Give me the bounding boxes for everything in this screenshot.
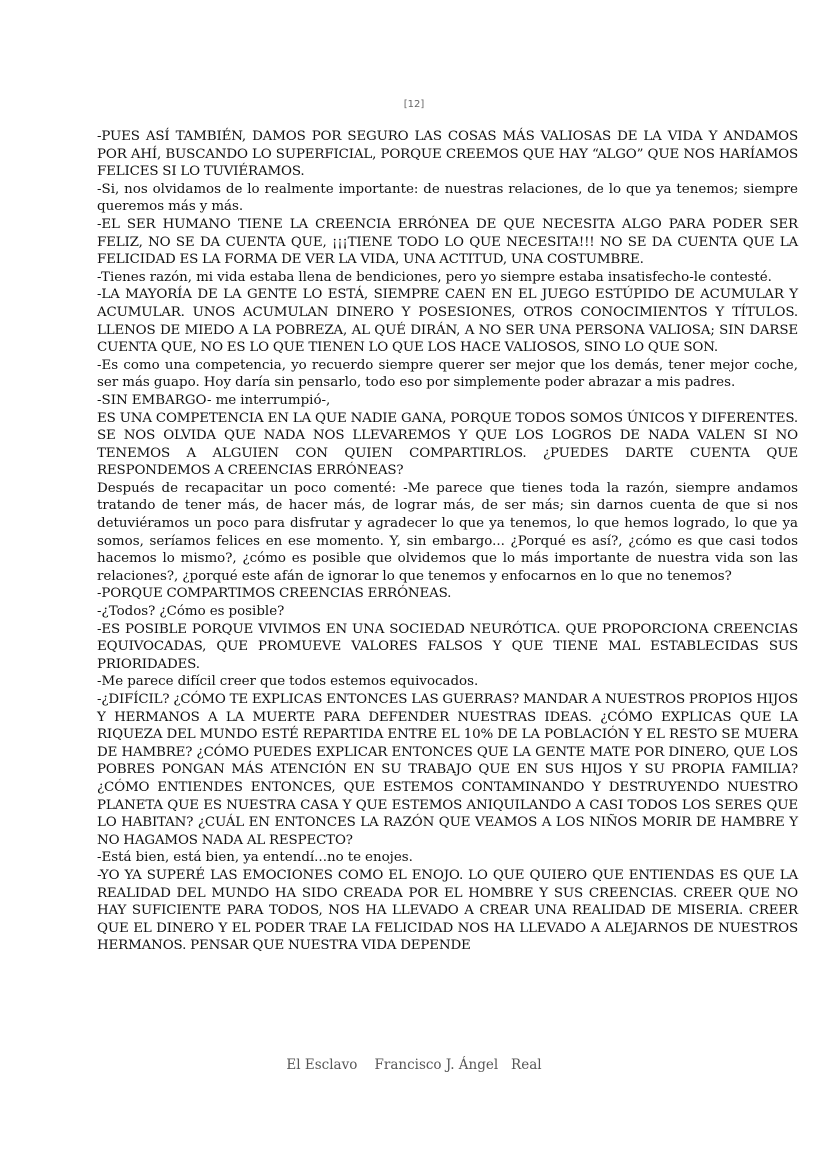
page-number: [12] bbox=[403, 99, 425, 110]
paragraph: -SIN EMBARGO- me interrumpió-, bbox=[97, 392, 331, 408]
paragraph: -¿DIFÍCIL? ¿CÓMO TE EXPLICAS ENTONCES LAS GUERRAS? MANDAR A NUESTROS PROPIOS HIJOS Y HERMANOS A LA MUERTE PARA DEFENDER NUESTRAS IDEAS. ¿CÓMO EXPLICAS QUE LA RIQUEZA DEL MUNDO ESTÉ REPARTIDA ENTRE EL 10% DE LA POBLACIÓN Y EL RESTO SE MUERA DE HAMBRE? ¿CÓMO PUEDES EXPLICAR ENTONCES QUE LA GENTE MATE POR DINERO, QUE LOS POBRES PONGAN MÁS ATENCIÓN EN SU TRABAJO QUE EN SUS HIJOS Y SU PROPIA FAMILIA? ¿CÓMO ENTIENDES ENTONCES, QUE ESTEMOS CONTAMINANDO Y DESTRUYENDO NUESTRO PLANETA QUE ES NUESTRA CASA Y QUE ESTEMOS ANIQUILANDO A CASI TODOS LOS SERES QUE LO HABITAN? ¿CUÁL EN ENTONCES LA RAZÓN QUE VEAMOS A LOS NIÑOS MORIR DE HAMBRE Y NO HAGAMOS NADA AL RESPECTO? bbox=[97, 692, 798, 848]
paragraph: -PORQUE COMPARTIMOS CREENCIAS ERRÓNEAS. bbox=[97, 586, 452, 602]
paragraph: Después de recapacitar un poco comenté: -Me parece que tienes toda la razón, siempre andamos tratando de tener más, de hacer más, de lograr más, de ser más; sin darnos cuenta de que si nos detuviéramos un poco para disfrutar y agradecer lo que ya tenemos, lo que hemos logrado, lo que ya somos, seríamos felices en ese momento. Y, sin embargo... ¿Porqué es así?, ¿cómo es que casi todos hacemos lo mismo?, ¿cómo es posible que olvidemos que lo más importante de nuestra vida son las relaciones?, ¿porqué este afán de ignorar lo que tenemos y enfocarnos en lo que no tenemos? bbox=[97, 480, 798, 584]
paragraph: -Si, nos olvidamos de lo realmente importante: de nuestras relaciones, de lo que ya tenemos; siempre queremos más y más. bbox=[97, 181, 798, 215]
paragraph: -PUES ASÍ TAMBIÉN, DAMOS POR SEGURO LAS COSAS MÁS VALIOSAS DE LA VIDA Y ANDAMOS POR AHÍ, BUSCANDO LO SUPERFICIAL, PORQUE CREEMOS QUE HAY “ALGO” QUE NOS HARÍAMOS FELICES SI LO TUVIÉRAMOS. bbox=[97, 129, 798, 180]
paragraph: -Me parece difícil creer que todos estemos equivocados. bbox=[97, 674, 479, 690]
paragraph: -Tienes razón, mi vida estaba llena de bendiciones, pero yo siempre estaba insatisfecho-le contesté. bbox=[97, 269, 772, 285]
paragraph: -ES POSIBLE PORQUE VIVIMOS EN UNA SOCIEDAD NEURÓTICA. QUE PROPORCIONA CREENCIAS EQUIVOCADAS, QUE PROMUEVE VALORES FALSOS Y QUE TIENE MAL ESTABLECIDAS SUS PRIORIDADES. bbox=[97, 621, 798, 672]
paragraph: ES UNA COMPETENCIA EN LA QUE NADIE GANA, PORQUE TODOS SOMOS ÚNICOS Y DIFERENTES. SE NOS OLVIDA QUE NADA NOS LLEVAREMOS Y QUE LOS LOGROS DE NADA VALEN SI NO TENEMOS A ALGUIEN CON QUIEN COMPARTIRLOS. ¿PUEDES DARTE CUENTA QUE RESPONDEMOS A CREENCIAS ERRÓNEAS? bbox=[97, 410, 798, 479]
paragraph: -EL SER HUMANO TIENE LA CREENCIA ERRÓNEA DE QUE NECESITA ALGO PARA PODER SER FELIZ, NO SE DA CUENTA QUE, ¡¡¡TIENE TODO LO QUE NECESITA!!! NO SE DA CUENTA QUE LA FELICIDAD ES LA FORMA DE VER LA VIDA, UNA ACTITUD, UNA COSTUMBRE. bbox=[97, 216, 798, 268]
paragraph: -LA MAYORÍA DE LA GENTE LO ESTÁ, SIEMPRE CAEN EN EL JUEGO ESTÚPIDO DE ACUMULAR Y ACUMULAR. UNOS ACUMULAN DINERO Y POSESIONES, OTROS CONOCIMIENTOS Y TÍTULOS. LLENOS DE MIEDO A LA POBREZA, AL QUÉ DIRÁN, A NO SER UNA PERSONA VALIOSA; SIN DARSE CUENTA QUE, NO ES LO QUE TIENEN LO QUE LOS HACE VALIOSOS, SINO LO QUE SON. bbox=[97, 287, 798, 356]
paragraph: -Está bien, está bien, ya entendí...no te enojes. bbox=[97, 850, 413, 866]
page-footer: El Esclavo Francisco J. Ángel Real bbox=[286, 1057, 542, 1073]
paragraph: -Es como una competencia, yo recuerdo siempre querer ser mejor que los demás, tener mejor coche, ser más guapo. Hoy daría sin pensarlo, todo eso por simplemente poder abrazar a mis padres. bbox=[97, 357, 798, 391]
paragraph: -YO YA SUPERÉ LAS EMOCIONES COMO EL ENOJO. LO QUE QUIERO QUE ENTIENDAS ES QUE LA REALIDAD DEL MUNDO HA SIDO CREADA POR EL HOMBRE Y SUS CREENCIAS. CREER QUE NO HAY SUFICIENTE PARA TODOS, NOS HA LLEVADO A CREAR UNA REALIDAD DE MISERIA. CREER QUE EL DINERO Y EL PODER TRAE LA FELICIDAD NOS HA LLEVADO A ALEJARNOS DE NUESTROS HERMANOS. PENSAR QUE NUESTRA VIDA DEPENDE bbox=[97, 867, 798, 954]
paragraph: -¿Todos? ¿Cómo es posible? bbox=[97, 604, 285, 620]
body-text bbox=[97, 128, 798, 955]
